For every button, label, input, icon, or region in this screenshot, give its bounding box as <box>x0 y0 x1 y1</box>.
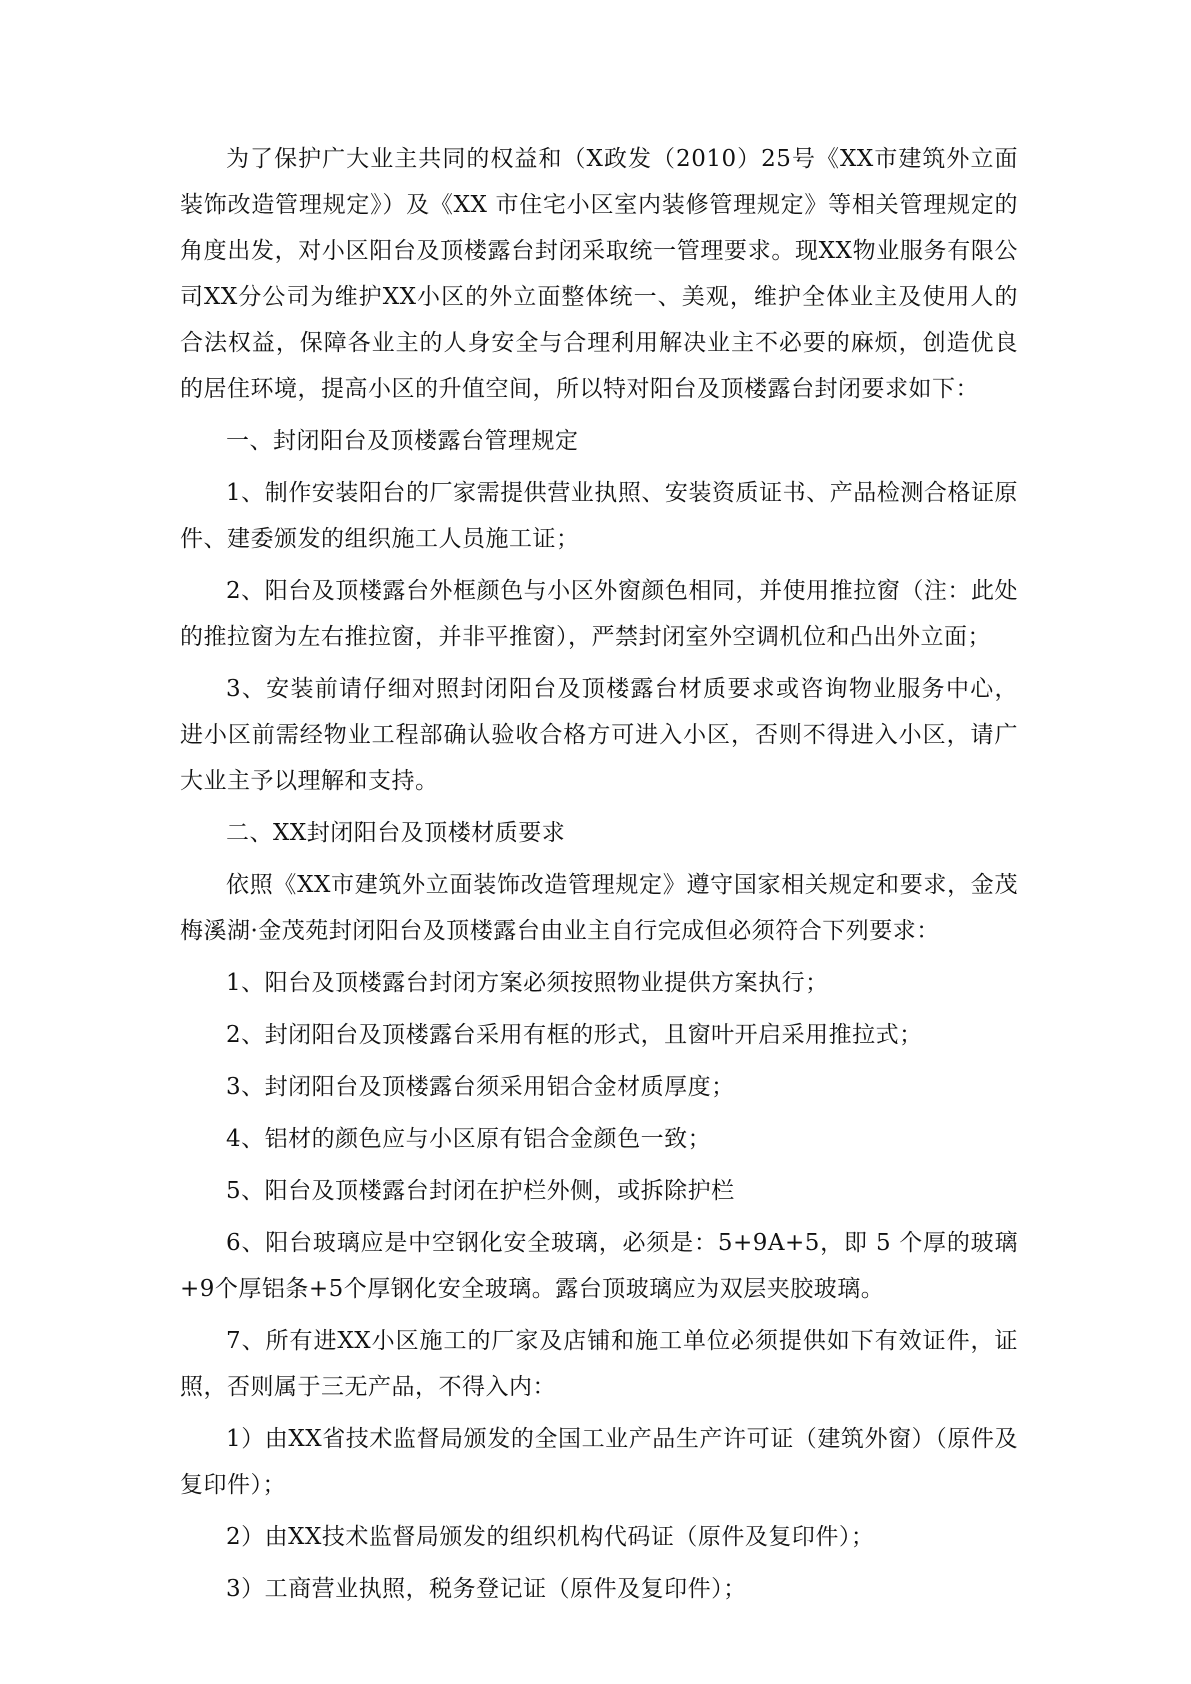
requirement-item-3: 3、封闭阳台及顶楼露台须采用铝合金材质厚度； <box>226 1074 735 1100</box>
rule-item-1: 1、制作安装阳台的厂家需提供营业执照、安装资质证书、产品检测合格证原件、建委颁发的组织施工人员施工证； <box>180 480 1018 552</box>
certificate-item-2: 2）由XX技术监督局颁发的组织机构代码证（原件及复印件）； <box>226 1524 875 1550</box>
requirement-item-7: 7、所有进XX小区施工的厂家及店铺和施工单位必须提供如下有效证件，证照，否则属于三无产品，不得入内： <box>180 1328 1018 1400</box>
section-heading-2: 二、XX封闭阳台及顶楼材质要求 <box>226 820 566 846</box>
rule-item-3: 3、安装前请仔细对照封闭阳台及顶楼露台材质要求或咨询物业服务中心， 进小区前需经物业工程部确认验收合格方可进入小区，否则不得进入小区，请广大业主予以理解和支持。 <box>180 676 1018 794</box>
intro-paragraph: 为了保护广大业主共同的权益和（X政发（2010）25号《XX市建筑外立面装饰改造管理规定》）及《XX 市住宅小区室内装修管理规定》等相关管理规定的角度出发，对小区阳台及顶楼露台封闭采取统一管理要求。现XX物业服务有限公司XX分公司为维护XX小区的外立面整体统一、美观，维护全体业主及使用人的合法权益，保障各业主的人身安全与合理利用解决业主不必要的麻烦，创造优良的居住环境，提高小区的升值空间，所以特对阳台及顶楼露台封闭要求如下： <box>180 146 1018 402</box>
rule-item-2: 2、阳台及顶楼露台外框颜色与小区外窗颜色相同，并使用推拉窗（注：此处的推拉窗为左右推拉窗，并非平推窗），严禁封闭室外空调机位和凸出外立面； <box>180 578 1018 650</box>
section-heading-1: 一、封闭阳台及顶楼露台管理规定 <box>226 428 579 454</box>
requirement-item-4: 4、铝材的颜色应与小区原有铝合金颜色一致； <box>226 1126 712 1152</box>
requirement-item-2: 2、封闭阳台及顶楼露台采用有框的形式，且窗叶开启采用推拉式； <box>226 1022 923 1048</box>
requirements-intro: 依照《XX市建筑外立面装饰改造管理规定》遵守国家相关规定和要求，金茂梅溪湖·金茂苑封闭阳台及顶楼露台由业主自行完成但必须符合下列要求： <box>180 872 1018 944</box>
certificate-item-3: 3）工商营业执照，税务登记证（原件及复印件）； <box>226 1576 747 1602</box>
requirement-item-1: 1、阳台及顶楼露台封闭方案必须按照物业提供方案执行； <box>226 970 829 996</box>
requirement-item-6: 6、阳台玻璃应是中空钢化安全玻璃，必须是：5+9A+5，即 5 个厚的玻璃+9个厚铝条+5个厚钢化安全玻璃。露台顶玻璃应为双层夹胶玻璃。 <box>180 1230 1018 1302</box>
requirement-item-5: 5、阳台及顶楼露台封闭在护栏外侧，或拆除护栏 <box>226 1178 735 1204</box>
certificate-item-1: 1）由XX省技术监督局颁发的全国工业产品生产许可证（建筑外窗）（原件及复印件）； <box>180 1426 1018 1498</box>
document-page <box>180 136 1018 1618</box>
